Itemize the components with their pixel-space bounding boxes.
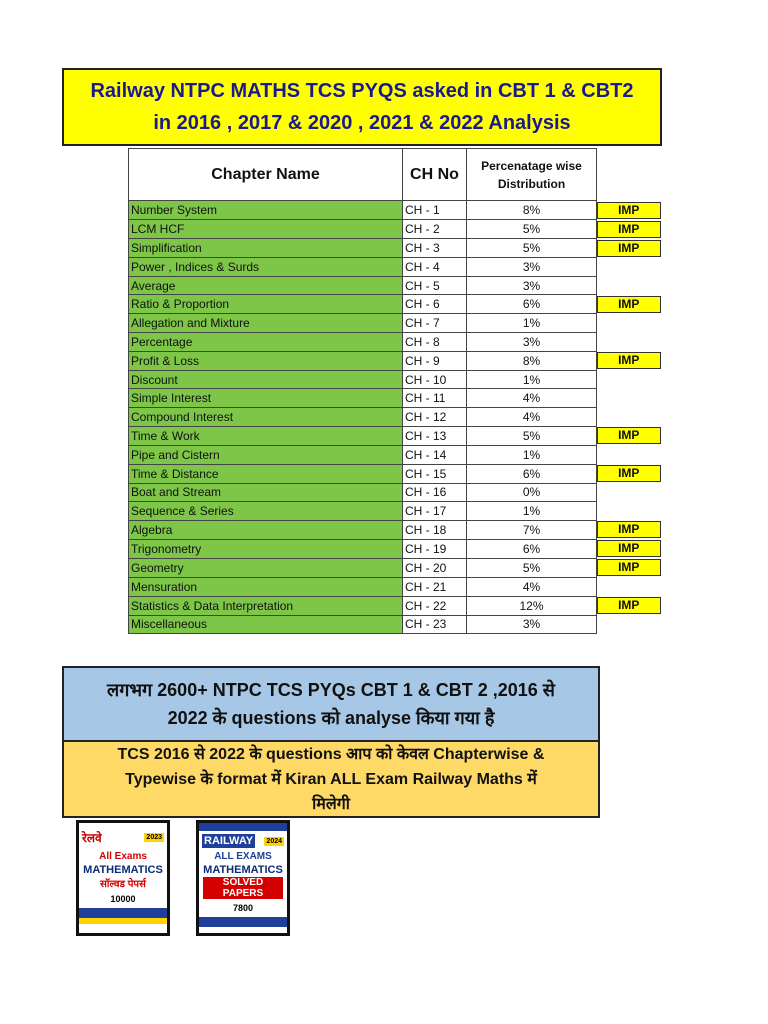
distribution-cell: 1% (467, 370, 597, 389)
imp-cell (597, 483, 663, 502)
table-row (129, 201, 663, 220)
chapter-name-cell: Time & Work (129, 426, 403, 445)
book-cover-hindi (76, 820, 170, 936)
chapter-name-cell: Simple Interest (129, 389, 403, 408)
distribution-cell: 3% (467, 258, 597, 277)
header-distribution (467, 149, 597, 201)
imp-cell (597, 502, 663, 521)
analysis-note-line1: लगभग 2600+ NTPC TCS PYQs CBT 1 & CBT 2 ,2016 से (107, 680, 555, 700)
table-row (129, 239, 663, 258)
table-row (129, 276, 663, 295)
chapter-no-cell: CH - 21 (403, 577, 467, 596)
chapter-name-cell: Allegation and Mixture (129, 314, 403, 333)
distribution-cell: 4% (467, 389, 597, 408)
imp-cell (597, 464, 663, 483)
availability-note-box (62, 740, 600, 818)
table-row (129, 426, 663, 445)
chapter-no-cell: CH - 4 (403, 258, 467, 277)
table-row (129, 220, 663, 239)
chapter-name-cell: Miscellaneous (129, 615, 403, 634)
imp-cell (597, 389, 663, 408)
imp-badge: IMP (597, 427, 661, 444)
distribution-cell: 3% (467, 615, 597, 634)
chapter-name-cell: Boat and Stream (129, 483, 403, 502)
table-row (129, 370, 663, 389)
distribution-cell: 6% (467, 295, 597, 314)
chapter-name-cell: Simplification (129, 239, 403, 258)
distribution-cell: 5% (467, 220, 597, 239)
chapter-no-cell: CH - 20 (403, 558, 467, 577)
page-title-box (62, 68, 662, 146)
book2-top (199, 831, 287, 851)
header-distribution-line1: Percenatage wise (481, 158, 582, 173)
chapter-no-cell: CH - 16 (403, 483, 467, 502)
chapter-no-cell: CH - 8 (403, 333, 467, 352)
chapter-no-cell: CH - 9 (403, 351, 467, 370)
availability-note-line1: TCS 2016 से 2022 के questions आप को केवल Chapterwise & (117, 745, 545, 763)
availability-note-line3: मिलेगी (312, 795, 350, 813)
chapter-no-cell: CH - 15 (403, 464, 467, 483)
table-row (129, 389, 663, 408)
imp-badge: IMP (597, 296, 661, 313)
distribution-cell: 4% (467, 577, 597, 596)
chapter-name-cell: Compound Interest (129, 408, 403, 427)
chapter-no-cell: CH - 18 (403, 520, 467, 539)
chapter-name-cell: Number System (129, 201, 403, 220)
chapter-name-cell: Statistics & Data Interpretation (129, 596, 403, 615)
distribution-cell: 8% (467, 351, 597, 370)
distribution-cell: 6% (467, 464, 597, 483)
imp-badge: IMP (597, 202, 661, 219)
imp-cell (597, 333, 663, 352)
distribution-cell: 1% (467, 314, 597, 333)
table-row (129, 558, 663, 577)
chapter-no-cell: CH - 13 (403, 426, 467, 445)
book2-subtitle: SOLVED PAPERS (203, 877, 283, 899)
table-row (129, 615, 663, 634)
imp-cell (597, 539, 663, 558)
imp-cell (597, 408, 663, 427)
imp-cell (597, 445, 663, 464)
chapter-name-cell: Sequence & Series (129, 502, 403, 521)
distribution-cell: 5% (467, 426, 597, 445)
book1-series: All Exams (99, 851, 147, 862)
distribution-cell: 1% (467, 502, 597, 521)
imp-cell (597, 520, 663, 539)
imp-cell (597, 615, 663, 634)
imp-badge: IMP (597, 240, 661, 257)
distribution-cell: 1% (467, 445, 597, 464)
table-row (129, 520, 663, 539)
header-chapter-name: Chapter Name (129, 149, 403, 201)
chapter-name-cell: Pipe and Cistern (129, 445, 403, 464)
chapter-no-cell: CH - 22 (403, 596, 467, 615)
imp-cell (597, 239, 663, 258)
header-distribution-line2: Distribution (497, 176, 566, 191)
chapter-no-cell: CH - 19 (403, 539, 467, 558)
chapter-name-cell: Average (129, 276, 403, 295)
table-row (129, 596, 663, 615)
table-row (129, 408, 663, 427)
imp-cell (597, 258, 663, 277)
distribution-cell: 8% (467, 201, 597, 220)
table-row (129, 295, 663, 314)
table-row (129, 483, 663, 502)
chapter-name-cell: Profit & Loss (129, 351, 403, 370)
book2-count: 7800 (232, 903, 254, 913)
chapter-name-cell: Power , Indices & Surds (129, 258, 403, 277)
distribution-cell: 12% (467, 596, 597, 615)
imp-cell (597, 577, 663, 596)
imp-cell (597, 558, 663, 577)
table-row (129, 539, 663, 558)
imp-badge: IMP (597, 597, 661, 614)
chapter-name-cell: Algebra (129, 520, 403, 539)
chapter-name-cell: Geometry (129, 558, 403, 577)
book2-series: ALL EXAMS (214, 851, 272, 862)
chapter-no-cell: CH - 2 (403, 220, 467, 239)
book1-top (79, 823, 167, 851)
distribution-cell: 7% (467, 520, 597, 539)
table-row (129, 333, 663, 352)
chapter-no-cell: CH - 7 (403, 314, 467, 333)
chapter-name-cell: Percentage (129, 333, 403, 352)
header-imp-spacer (597, 149, 663, 201)
distribution-cell: 6% (467, 539, 597, 558)
book1-year: 2023 (146, 833, 162, 841)
chapter-no-cell: CH - 1 (403, 201, 467, 220)
book2-topbar (199, 823, 287, 831)
chapter-no-cell: CH - 10 (403, 370, 467, 389)
imp-cell (597, 596, 663, 615)
table-header-row (129, 149, 663, 201)
analysis-note-line2: 2022 के questions को analyse किया गया है (167, 708, 495, 728)
book1-band2 (79, 918, 167, 924)
chapter-no-cell: CH - 17 (403, 502, 467, 521)
imp-cell (597, 426, 663, 445)
imp-cell (597, 370, 663, 389)
imp-cell (597, 220, 663, 239)
book1-subject: MATHEMATICS (83, 864, 163, 876)
header-ch-no: CH No (403, 149, 467, 201)
imp-badge: IMP (597, 221, 661, 238)
chapter-no-cell: CH - 12 (403, 408, 467, 427)
table-row (129, 351, 663, 370)
imp-cell (597, 314, 663, 333)
table-row (129, 577, 663, 596)
chapter-no-cell: CH - 6 (403, 295, 467, 314)
chapter-name-cell: LCM HCF (129, 220, 403, 239)
chapter-no-cell: CH - 11 (403, 389, 467, 408)
imp-badge: IMP (597, 559, 661, 576)
chapter-no-cell: CH - 14 (403, 445, 467, 464)
imp-badge: IMP (597, 465, 661, 482)
chapter-name-cell: Trigonometry (129, 539, 403, 558)
page-title-line1: Railway NTPC MATHS TCS PYQS asked in CBT 1 & CBT2 (90, 80, 634, 102)
distribution-cell: 3% (467, 276, 597, 295)
book2-year: 2024 (266, 837, 282, 845)
distribution-cell: 5% (467, 239, 597, 258)
table-row (129, 258, 663, 277)
chapter-no-cell: CH - 5 (403, 276, 467, 295)
table-row (129, 314, 663, 333)
book2-brand: RAILWAY (204, 835, 254, 847)
book1-subtitle: सॉल्वड पेपर्स (100, 879, 146, 890)
distribution-cell: 4% (467, 408, 597, 427)
imp-cell (597, 276, 663, 295)
chapter-no-cell: CH - 3 (403, 239, 467, 258)
imp-badge: IMP (597, 521, 661, 538)
table-row (129, 445, 663, 464)
chapter-name-cell: Discount (129, 370, 403, 389)
imp-cell (597, 201, 663, 220)
book2-band (199, 917, 287, 927)
chapter-name-cell: Time & Distance (129, 464, 403, 483)
chapter-no-cell: CH - 23 (403, 615, 467, 634)
page-title-line2: in 2016 , 2017 & 2020 , 2021 & 2022 Analysis (153, 112, 571, 134)
table-row (129, 502, 663, 521)
book1-brand: रेलवे (82, 830, 102, 845)
table-row (129, 464, 663, 483)
book1-count: 10000 (110, 894, 136, 904)
imp-badge: IMP (597, 540, 661, 557)
chapter-name-cell: Mensuration (129, 577, 403, 596)
imp-badge: IMP (597, 352, 661, 369)
book2-subject: MATHEMATICS (203, 864, 283, 876)
chapter-name-cell: Ratio & Proportion (129, 295, 403, 314)
imp-cell (597, 351, 663, 370)
table-body (129, 201, 663, 634)
analysis-note-box (62, 666, 600, 742)
book1-band (79, 908, 167, 918)
distribution-cell: 3% (467, 333, 597, 352)
chapter-distribution-table (128, 148, 663, 634)
book-cover-english (196, 820, 290, 936)
distribution-cell: 5% (467, 558, 597, 577)
distribution-cell: 0% (467, 483, 597, 502)
availability-note-line2: Typewise के format में Kiran ALL Exam Railway Maths में (125, 770, 537, 788)
imp-cell (597, 295, 663, 314)
